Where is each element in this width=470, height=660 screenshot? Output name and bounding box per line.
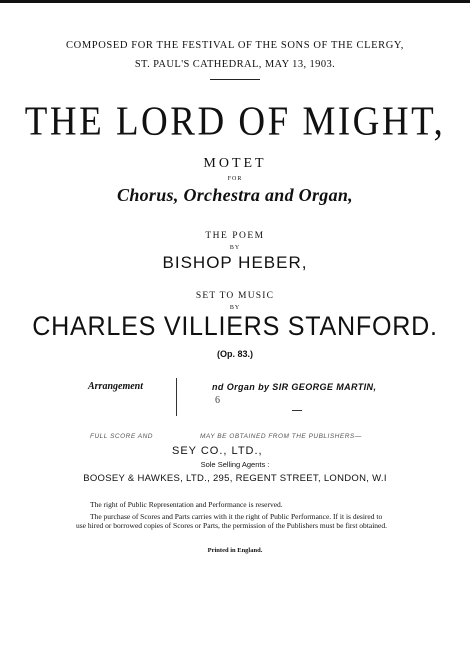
by-label-composer: BY [229,305,241,311]
set-to-music-label: SET TO MUSIC [195,291,275,301]
rights-line-3: use hired or borrowed copies of Scores or Parts, the permission of the Publishers must be first obtained. [76,521,387,530]
arrangement-bracket [176,378,177,416]
rights-line-2: The purchase of Scores and Parts carries with it the right of Public Performance. If it is desired to [90,512,383,521]
price: 6 [215,395,220,406]
publisher-name: SEY CO., LTD., [172,445,263,457]
genre-label: MOTET [203,156,267,171]
scoring-line: Chorus, Orchestra and Organ, [117,185,353,205]
header-divider [210,79,260,80]
festival-line: COMPOSED FOR THE FESTIVAL OF THE SONS OF THE CLERGY, [66,40,404,51]
opus-number: (Op. 83.) [216,349,253,359]
agent-address: BOOSEY & HAWKES, LTD., 295, REGENT STREET, LONDON, W.I [83,473,387,484]
arrangement-credit: nd Organ by SIR GEORGE MARTIN, [212,382,377,392]
printed-in-england: Printed in England. [207,547,263,554]
cathedral-date-line: ST. PAUL'S CATHEDRAL, MAY 13, 1903. [134,59,336,70]
for-label: FOR [227,176,243,182]
poet-name: BISHOP HEBER, [162,253,308,272]
price-dash [292,410,302,411]
obtain-note: MAY BE OBTAINED FROM THE PUBLISHERS— [200,433,362,440]
by-label-poet: BY [229,245,241,251]
arrangement-label: Arrangement [88,381,144,392]
poem-label: THE POEM [205,231,265,241]
composer-name: CHARLES VILLIERS STANFORD. [32,311,438,341]
full-score-note: FULL SCORE AND [90,433,153,440]
work-title: THE LORD OF MIGHT, [24,98,446,145]
agents-label: Sole Selling Agents : [200,460,270,469]
rights-line-1: The right of Public Representation and Performance is reserved. [90,500,283,509]
top-border-rule [0,0,470,3]
